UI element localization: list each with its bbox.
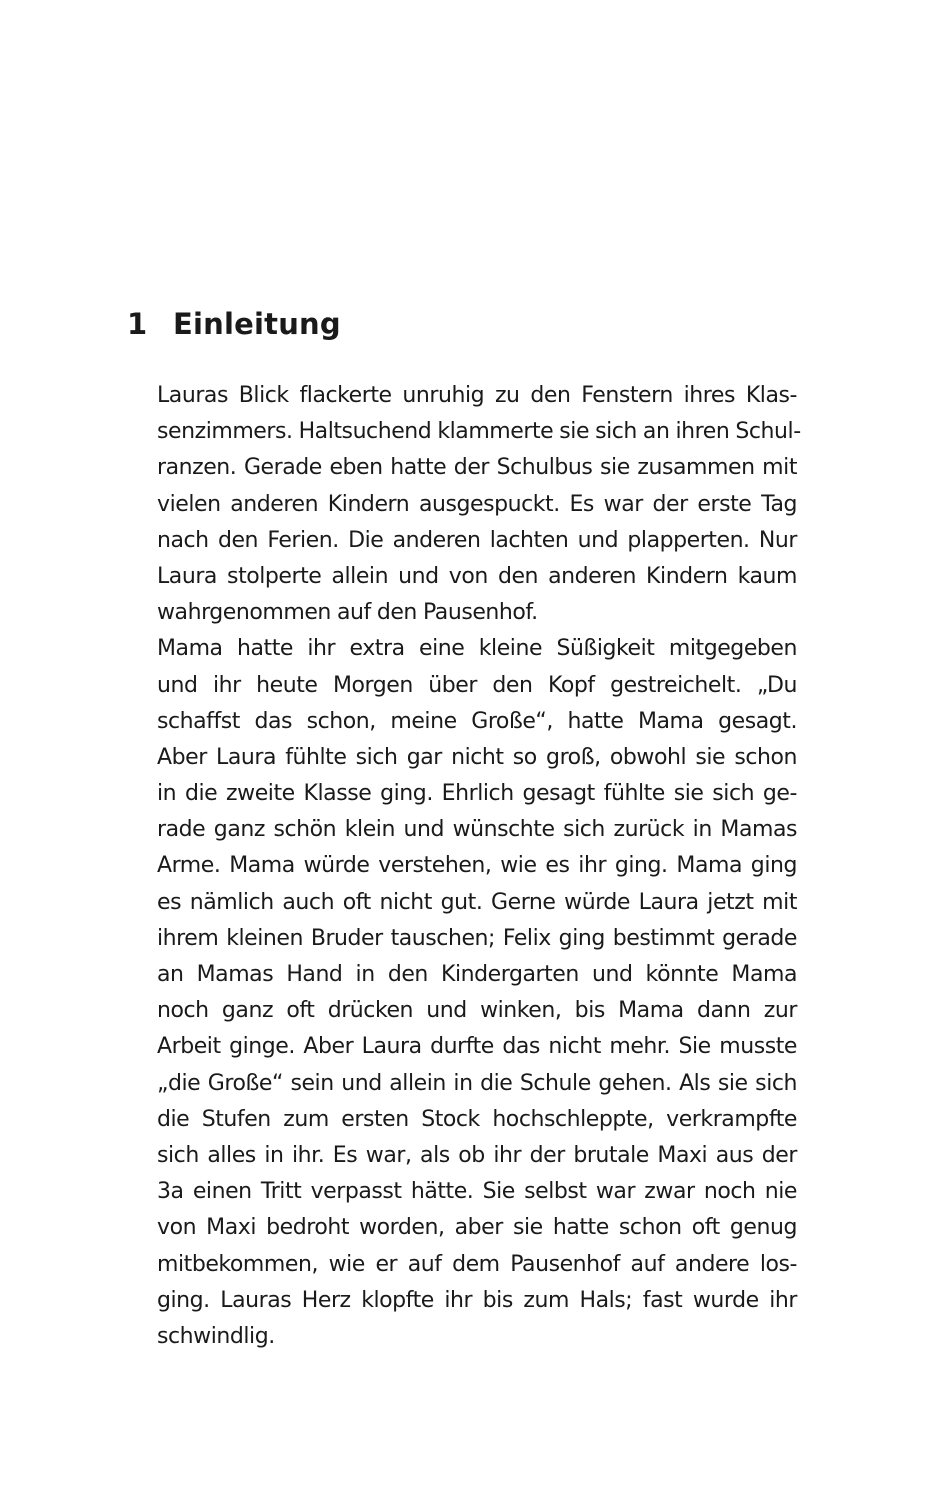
text-line: rade ganz schön klein und wünschte sich zurück in Mamas <box>157 817 797 843</box>
text-line: Laura stolperte allein und von den anderen Kindern kaum <box>157 563 797 589</box>
text-line: ranzen. Gerade eben hatte der Schulbus sie zusammen mit <box>157 455 797 481</box>
chapter-title: Einleitung <box>173 307 341 341</box>
text-line: Aber Laura fühlte sich gar nicht so groß, obwohl sie schon <box>157 744 797 770</box>
text-line: senzimmers. Haltsuchend klammerte sie sich an ihren Schul- <box>157 419 801 445</box>
body-text <box>157 378 801 1355</box>
text-line: wahrgenommen auf den Pausenhof. <box>157 600 538 626</box>
text-line: schaffst das schon, meine Große“, hatte Mama gesagt. <box>157 708 797 734</box>
chapter-heading <box>127 302 341 346</box>
text-line: die Stufen zum ersten Stock hochschleppte, verkrampfte <box>157 1106 797 1132</box>
text-line: in die zweite Klasse ging. Ehrlich gesagt fühlte sie sich ge- <box>157 781 797 807</box>
chapter-number: 1 <box>127 307 148 341</box>
text-line: mitbekommen, wie er auf dem Pausenhof auf andere los- <box>157 1251 797 1277</box>
text-line: vielen anderen Kindern ausgespuckt. Es war der erste Tag <box>157 491 797 517</box>
text-line: sich alles in ihr. Es war, als ob ihr der brutale Maxi aus der <box>157 1142 797 1168</box>
text-line: an Mamas Hand in den Kindergarten und könnte Mama <box>157 962 797 987</box>
text-line: und ihr heute Morgen über den Kopf gestreichelt. „Du <box>157 672 797 698</box>
text-line: Lauras Blick flackerte unruhig zu den Fenstern ihres Klas- <box>157 383 797 408</box>
text-line: von Maxi bedroht worden, aber sie hatte schon oft genug <box>157 1215 797 1241</box>
text-line: nach den Ferien. Die anderen lachten und plapperten. Nur <box>157 527 797 553</box>
text-line: Mama hatte ihr extra eine kleine Süßigkeit mitgegeben <box>157 636 797 662</box>
text-line: Arme. Mama würde verstehen, wie es ihr ging. Mama ging <box>157 853 797 879</box>
text-line: 3a einen Tritt verpasst hätte. Sie selbst war zwar noch nie <box>157 1179 797 1205</box>
text-line: ging. Lauras Herz klopfte ihr bis zum Hals; fast wurde ihr <box>157 1287 797 1313</box>
text-line: ihrem kleinen Bruder tauschen; Felix ging bestimmt gerade <box>157 925 797 951</box>
text-line: Arbeit ginge. Aber Laura durfte das nicht mehr. Sie musste <box>157 1034 797 1060</box>
text-line: schwindlig. <box>157 1323 275 1349</box>
text-line: es nämlich auch oft nicht gut. Gerne würde Laura jetzt mit <box>157 889 797 915</box>
text-line: noch ganz oft drücken und winken, bis Mama dann zur <box>157 998 797 1024</box>
text-line: „die Große“ sein und allein in die Schule gehen. Als sie sich <box>157 1070 797 1096</box>
